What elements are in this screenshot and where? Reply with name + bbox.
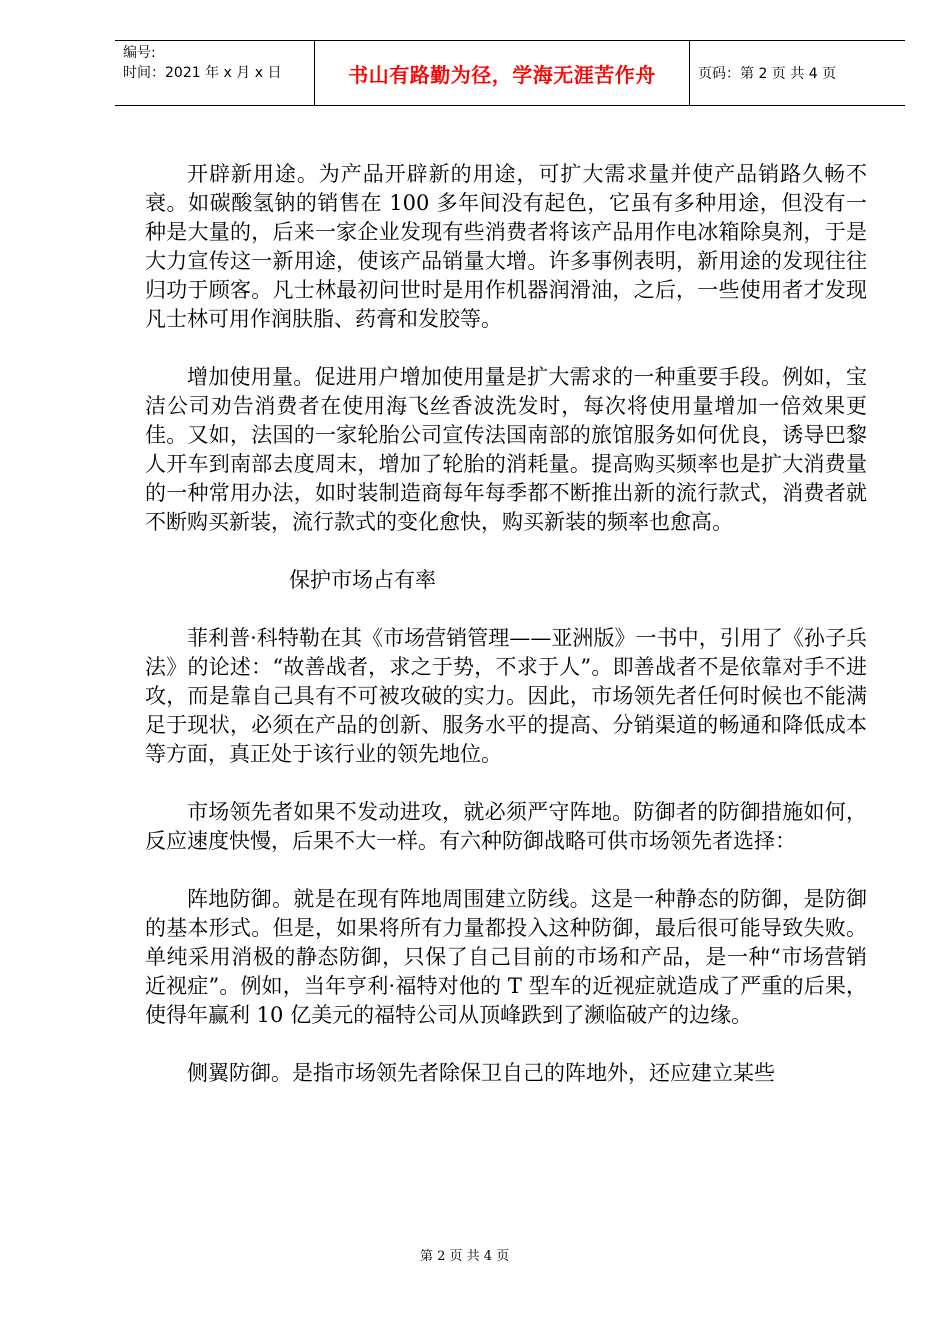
page-header: [115, 40, 905, 106]
header-motto: 书山有路勤为径，学海无涯苦作舟: [315, 41, 690, 105]
header-meta-cell: [115, 41, 315, 105]
paragraph-increase-usage: 增加使用量。促进用户增加使用量是扩大需求的一种重要手段。例如，宝洁公司劝告消费者在使用海飞丝香波洗发时，每次将使用量增加一倍效果更佳。又如，法国的一家轮胎公司宣传法国南部的旅馆服务如何优良，诱导巴黎人开车到南部去度周末，增加了轮胎的消耗量。提高购买频率也是扩大消费量的一种常用办法，如时装制造商每年每季都不断推出新的流行款式，消费者就不断购买新装，流行款式的变化愈快，购买新装的频率也愈高。: [145, 365, 867, 534]
paragraph-flank-defense: 侧翼防御。是指市场领先者除保卫自己的阵地外，还应建立某些: [187, 1061, 775, 1085]
paragraph-kotler-quote: 菲利普·科特勒在其《市场营销管理——亚洲版》一书中，引用了《孙子兵法》的论述：“故善战者，求之于势，不求于人”。即善战者不是依靠对手不进攻，而是靠自己具有不可被攻破的实力。因此，市场领先者任何时候也不能满足于现状，必须在产品的创新、服务水平的提高、分销渠道的畅通和降低成本等方面，真正处于该行业的领先地位。: [145, 626, 867, 766]
page-footer: 第 2 页 共 4 页: [420, 1249, 510, 1264]
section-heading-protect-share: 保护市场占有率: [289, 568, 436, 592]
document-date: 时间：2021 年 x 月 x 日: [123, 65, 282, 81]
document-body: [145, 160, 867, 1117]
header-page-info: 页码：第 2 页 共 4 页: [698, 66, 837, 82]
document-number-label: 编号:: [123, 45, 156, 61]
paragraph-defense-intro: 市场领先者如果不发动进攻，就必须严守阵地。防御者的防御措施如何，反应速度快慢，后果不大一样。有六种防御战略可供市场领先者选择：: [145, 800, 867, 853]
paragraph-position-defense: 阵地防御。就是在现有阵地周围建立防线。这是一种静态的防御，是防御的基本形式。但是，如果将所有力量都投入这种防御，最后很可能导致失败。单纯采用消极的静态防御，只保了自己目前的市场和产品，是一种“市场营销近视症”。例如，当年亨利·福特对他的 T 型车的近视症就造成了严重的后果，使得年赢利 10 亿美元的福特公司从顶峰跌到了濒临破产的边缘。: [145, 887, 867, 1027]
paragraph-new-uses: 开辟新用途。为产品开辟新的用途，可扩大需求量并使产品销路久畅不衰。如碳酸氢钠的销售在 100 多年间没有起色，它虽有多种用途，但没有一种是大量的，后来一家企业发现有些消费者将该产品用作电冰箱除臭剂，于是大力宣传这一新用途，使该产品销量大增。许多事例表明，新用途的发现往往归功于顾客。凡士林最初问世时是用作机器润滑油，之后，一些使用者才发现凡士林可用作润肤脂、药膏和发胶等。: [145, 162, 867, 331]
